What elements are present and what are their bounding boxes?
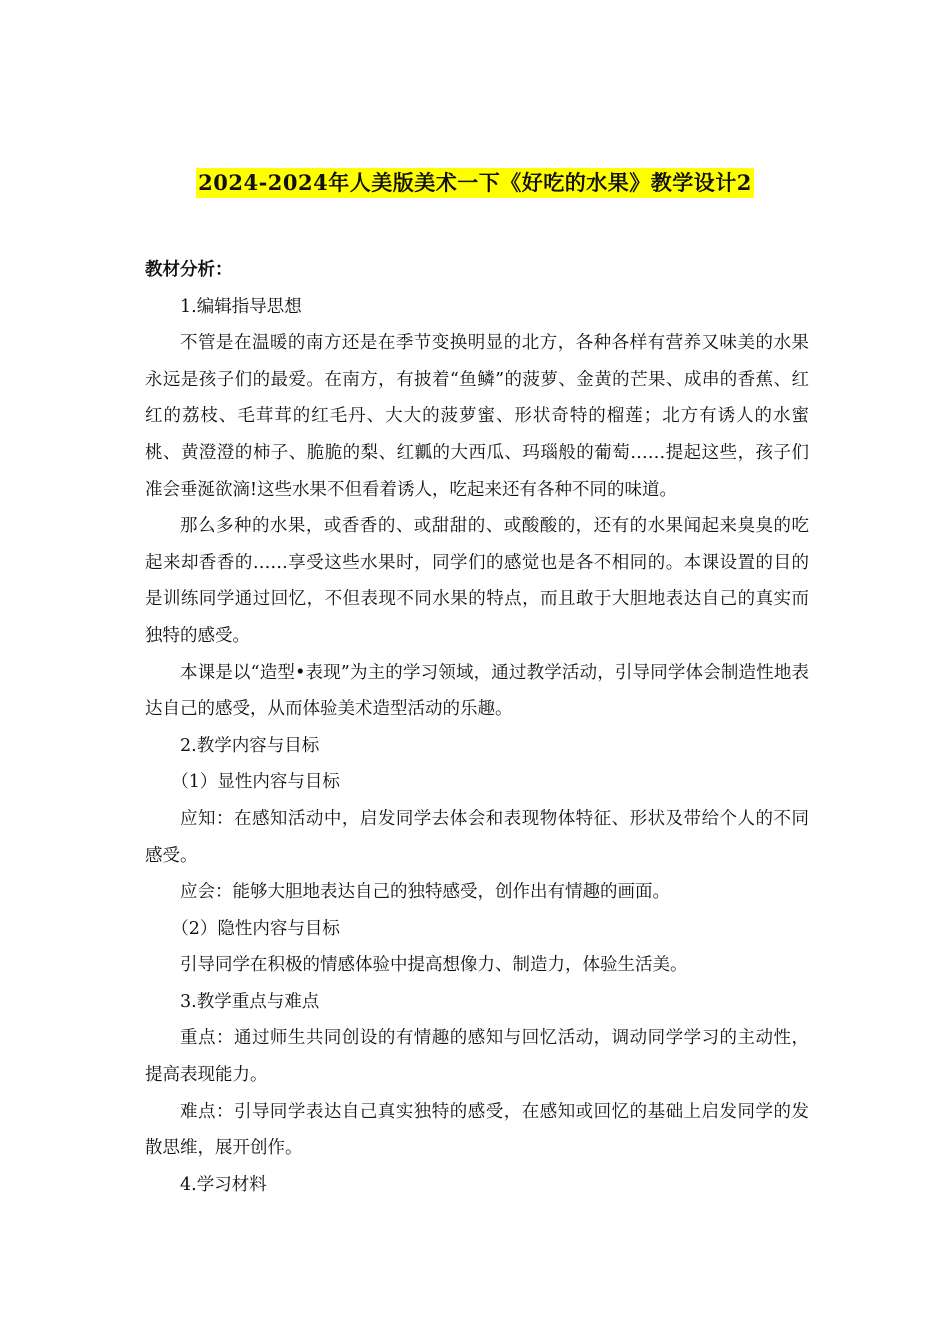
paragraph: 难点：引导同学表达自己真实独特的感受，在感知或回忆的基础上启发同学的发散思维，展开创作。 — [145, 1101, 809, 1159]
paragraph: 那么多种的水果，或香香的、或甜甜的、或酸酸的，还有的水果闻起来臭臭的吃起来却香香的……享受这些水果时，同学们的感觉也是各不相同的。本课设置的目的是训练同学通过回忆，不但表现不同水果的特点，而且敢于大胆地表达自己的真实而独特的感受。 — [145, 516, 809, 646]
paragraph: （1）显性内容与目标 — [171, 772, 340, 793]
section-heading: 教材分析： — [145, 260, 233, 280]
title-container — [0, 168, 950, 198]
paragraph: 应会：能够大胆地表达自己的独特感受，创作出有情趣的画面。 — [180, 882, 670, 903]
paragraph: 1.编辑指导思想 — [180, 296, 302, 317]
paragraph: 不管是在温暖的南方还是在季节变换明显的北方，各种各样有营养又味美的水果永远是孩子们的最爱。在南方，有披着“鱼鳞”的菠萝、金黄的芒果、成串的香蕉、红红的荔枝、毛茸茸的红毛丹、大大的菠萝蜜、形状奇特的榴莲；北方有诱人的水蜜桃、黄澄澄的柿子、脆脆的梨、红瓤的大西瓜、玛瑙般的葡萄……提起这些，孩子们准会垂涎欲滴!这些水果不但看着诱人，吃起来还有各种不同的味道。 — [145, 333, 809, 500]
paragraph: 3.教学重点与难点 — [180, 991, 320, 1012]
paragraph: 本课是以“造型•表现”为主的学习领域，通过教学活动，引导同学体会制造性地表达自己的感受，从而体验美术造型活动的乐趣。 — [145, 662, 809, 720]
paragraph: 重点：通过师生共同创设的有情趣的感知与回忆活动，调动同学学习的主动性，提高表现能力。 — [145, 1028, 809, 1086]
paragraph: （2）隐性内容与目标 — [171, 918, 340, 939]
paragraph: 应知：在感知活动中，启发同学去体会和表现物体特征、形状及带给个人的不同感受。 — [145, 808, 809, 866]
paragraph: 4.学习材料 — [180, 1174, 267, 1195]
paragraph: 引导同学在积极的情感体验中提高想像力、制造力，体验生活美。 — [180, 955, 688, 976]
document-body — [145, 252, 809, 1203]
document-title: 2024-2024年人美版美术一下《好吃的水果》教学设计2 — [196, 168, 754, 198]
paragraph: 2.教学内容与目标 — [180, 735, 320, 756]
